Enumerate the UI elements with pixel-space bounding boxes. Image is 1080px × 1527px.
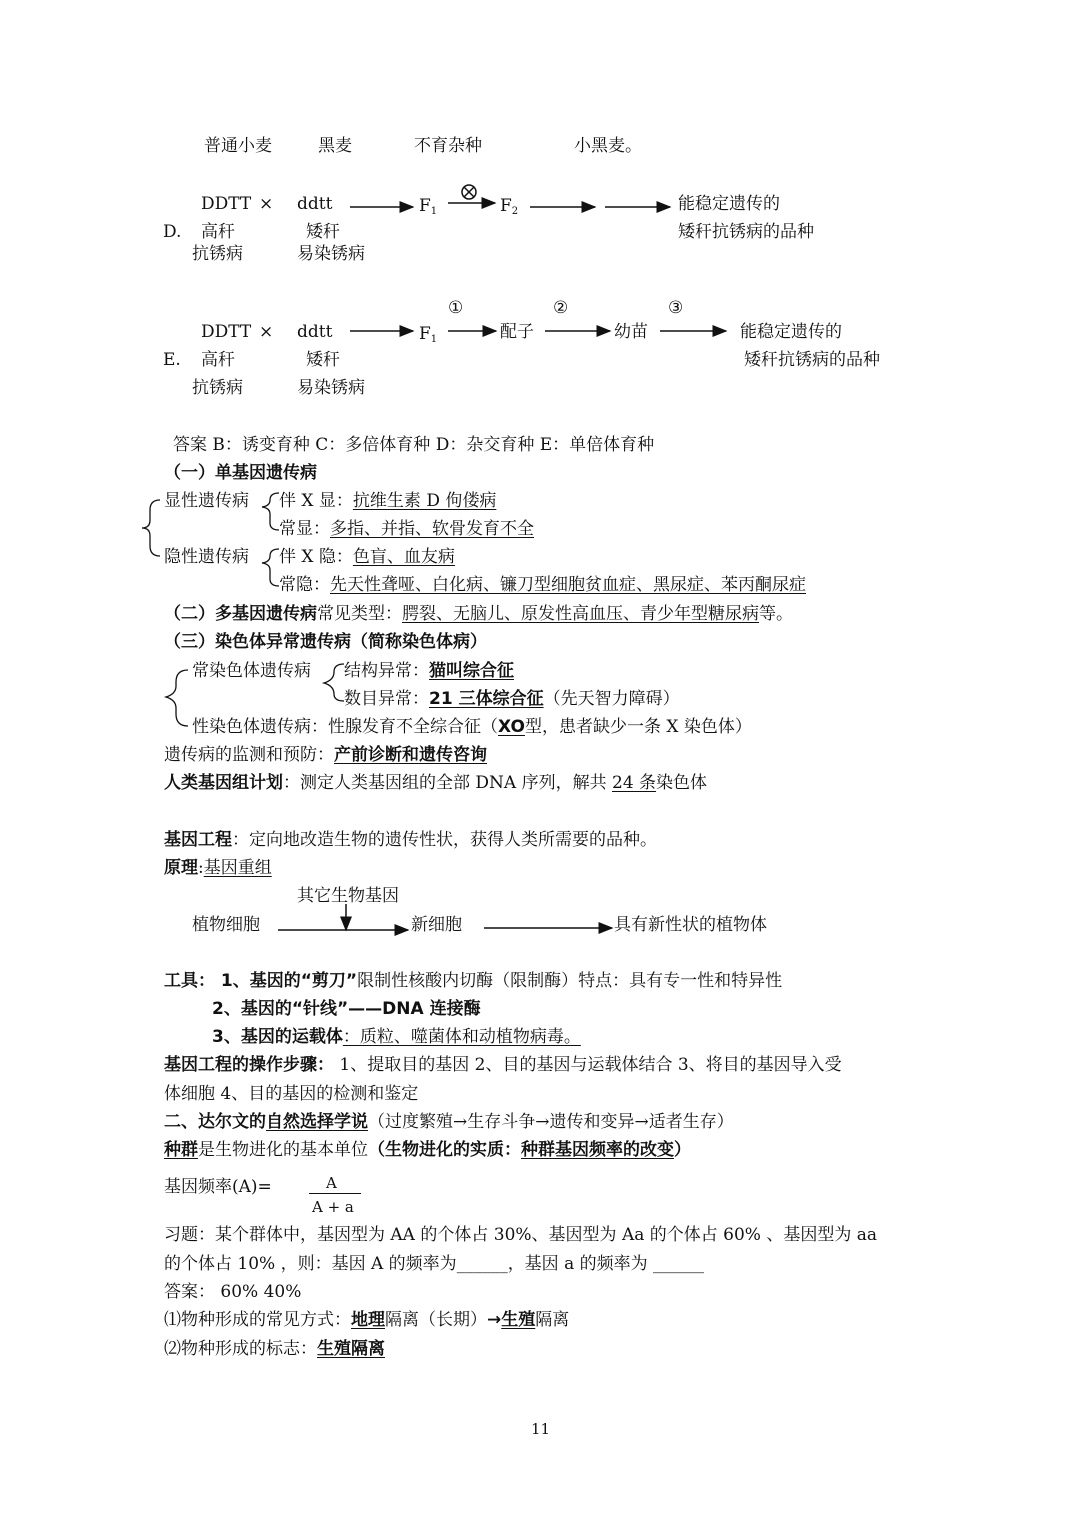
brace-outer <box>142 500 160 556</box>
recessive-autosomal: 常隐：先天性聋哑、白化病、镰刀型细胞贫血症、黑尿症、苯丙酮尿症 <box>279 575 806 595</box>
freq-label: 基因频率(A)= <box>164 1177 272 1197</box>
label-triticale: 小黑麦。 <box>574 136 642 156</box>
recessive-x-linked: 伴 X 隐：色盲、血友病 <box>279 547 455 567</box>
parent-ddtt-recessive: ddtt <box>297 194 333 214</box>
answer-line: 答案 B：诱变育种 C：多倍体育种 D：杂交育种 E：单倍体育种 <box>173 435 655 455</box>
steps-line1: 基因工程的操作步骤： 1、提取目的基因 2、目的基因与运载体结合 3、将目的基因导入受 <box>164 1055 842 1075</box>
result-line1: 能稳定遗传的 <box>678 194 780 214</box>
result-line2: 矮秆抗锈病的品种 <box>744 350 880 370</box>
population-line: 种群是生物进化的基本单位（生物进化的实质：种群基因频率的改变） <box>164 1140 691 1160</box>
sex-chromosome-line: 性染色体遗传病：性腺发育不全综合征（XO型，患者缺少一条 X 染色体） <box>192 717 752 737</box>
tool-1: 工具： 1、基因的“剪刀”限制性核酸内切酶（限制酶）特点：具有专一性和特异性 <box>164 971 783 991</box>
recessive-label: 隐性遗传病 <box>164 547 249 567</box>
autosome-label: 常染色体遗传病 <box>192 661 311 681</box>
plant-cell-label: 植物细胞 <box>192 915 260 935</box>
step-num-3: ③ <box>668 298 684 318</box>
option-letter: D. <box>163 222 182 242</box>
label-common-wheat: 普通小麦 <box>204 136 272 156</box>
speciation-mode: ⑴物种形成的常见方式：地理隔离（长期）→生殖隔离 <box>164 1310 570 1330</box>
result-line2: 矮秆抗锈病的品种 <box>678 222 814 242</box>
new-cell-label: 新细胞 <box>411 915 462 935</box>
cross-symbol: × <box>259 194 274 214</box>
structural-abnormality: 结构异常：猫叫综合征 <box>344 661 514 681</box>
gene-engineering-line: 基因工程：定向地改造生物的遗传性状，获得人类所需要的品种。 <box>164 830 657 850</box>
freq-denominator: A + a <box>312 1198 354 1216</box>
monitor-line: 遗传病的监测和预防：产前诊断和遗传咨询 <box>164 745 487 765</box>
self-cross-icon <box>462 185 476 199</box>
f2-label: $F_2$ <box>500 196 519 217</box>
trait-susceptible: 易染锈病 <box>297 244 365 264</box>
trait-tall: 高秆 <box>201 222 235 242</box>
parent-ddtt: DDTT <box>201 194 252 214</box>
speciation-mark: ⑵物种形成的标志：生殖隔离 <box>164 1339 385 1359</box>
dominant-label: 显性遗传病 <box>164 491 249 511</box>
numerical-abnormality: 数目异常：21 三体综合征（先天智力障碍） <box>344 689 680 709</box>
parent-ddtt-recessive: ddtt <box>297 322 333 342</box>
trait-short: 矮秆 <box>306 222 340 242</box>
exercise-line2: 的个体占 10% ，则：基因 A 的频率为______，基因 a 的频率为 ______ <box>164 1254 705 1274</box>
steps-line2: 体细胞 4、目的基因的检测和鉴定 <box>164 1084 419 1104</box>
brace-recessive <box>262 549 279 586</box>
label-sterile-hybrid: 不育杂种 <box>414 136 482 156</box>
label-rye: 黑麦 <box>318 136 352 156</box>
trait-tall: 高秆 <box>201 350 235 370</box>
result-line1: 能稳定遗传的 <box>740 322 842 342</box>
exercise-answer: 答案： 60% 40% <box>164 1282 302 1302</box>
result-plant-label: 具有新性状的植物体 <box>614 915 767 935</box>
brace-dominant <box>262 493 279 530</box>
dominant-autosomal: 常显：多指、并指、软骨发育不全 <box>279 519 534 539</box>
darwin-line: 二、达尔文的自然选择学说（过度繁殖→生存斗争→遗传和变异→适者生存） <box>164 1112 734 1132</box>
parent-ddtt: DDTT <box>201 322 252 342</box>
brace-autosome <box>324 664 344 701</box>
exercise-line1: 习题：某个群体中，基因型为 AA 的个体占 30%、基因型为 Aa 的个体占 60% 、基因型为 aa <box>164 1225 878 1245</box>
hgp-line: 人类基因组计划：测定人类基因组的全部 DNA 序列，解共 24 条染色体 <box>164 773 708 793</box>
tool-3: 3、基因的运载体：质粒、噬菌体和动植物病毒。 <box>212 1027 581 1047</box>
freq-numerator: A <box>326 1174 337 1192</box>
dominant-x-linked: 伴 X 显：抗维生素 D 佝偻病 <box>279 491 497 511</box>
fraction-bar <box>309 1193 361 1194</box>
trait-resistant: 抗锈病 <box>192 378 243 398</box>
step-num-2: ② <box>553 298 569 318</box>
f1-label: $F_1$ <box>419 324 438 345</box>
heading-single-gene: （一）单基因遗传病 <box>164 463 317 483</box>
other-gene-label: 其它生物基因 <box>297 886 399 906</box>
trait-short: 矮秆 <box>306 350 340 370</box>
trait-resistant: 抗锈病 <box>192 244 243 264</box>
principle-line: 原理:基因重组 <box>164 858 272 878</box>
option-letter: E. <box>163 350 181 370</box>
tool-2: 2、基因的“针线”——DNA 连接酶 <box>212 999 481 1019</box>
heading-chromosome: （三）染色体异常遗传病（简称染色体病） <box>164 632 487 652</box>
gamete-label: 配子 <box>500 322 534 342</box>
cross-symbol: × <box>259 322 274 342</box>
f1-label: $F_1$ <box>419 196 438 217</box>
seedling-label: 幼苗 <box>614 322 648 342</box>
brace-chromosome <box>166 670 188 726</box>
page-number: 11 <box>531 1420 551 1438</box>
step-num-1: ① <box>448 298 464 318</box>
trait-susceptible: 易染锈病 <box>297 378 365 398</box>
polygenic-line: （二）多基因遗传病常见类型：腭裂、无脑儿、原发性高血压、青少年型糖尿病等。 <box>164 604 793 624</box>
